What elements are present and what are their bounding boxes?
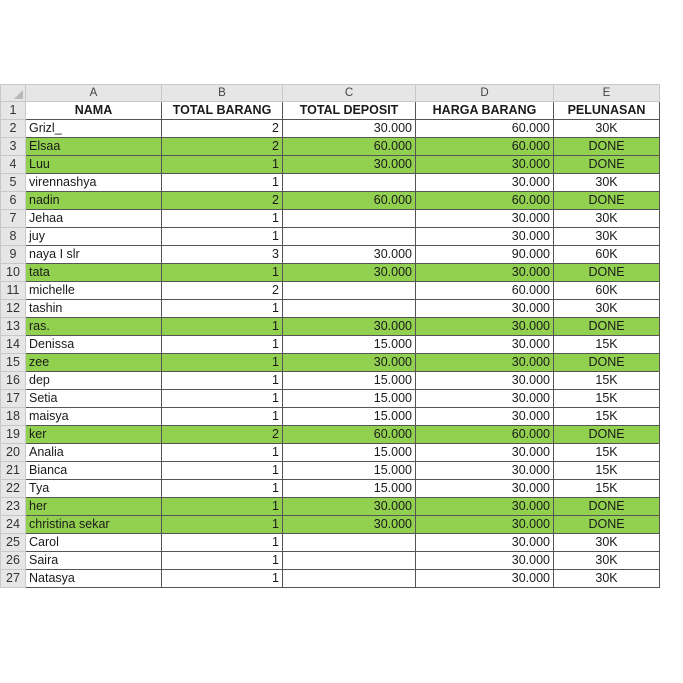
row-header[interactable]: 4 <box>1 156 26 174</box>
cell-total-barang[interactable]: 1 <box>162 300 283 318</box>
table-row <box>1 318 660 336</box>
cell-header-pelunasan[interactable]: PELUNASAN <box>554 102 660 120</box>
cell-total-barang[interactable]: 1 <box>162 174 283 192</box>
column-header-row <box>1 85 660 102</box>
cell-harga-barang[interactable]: 30.000 <box>416 408 554 426</box>
cell-nama[interactable]: tashin <box>26 300 162 318</box>
cell-pelunasan[interactable]: 60K <box>554 282 660 300</box>
table-row <box>1 192 660 210</box>
cell-total-deposit[interactable]: 30.000 <box>283 246 416 264</box>
cell-total-deposit[interactable]: 60.000 <box>283 138 416 156</box>
table-row <box>1 282 660 300</box>
table-row <box>1 138 660 156</box>
cell-nama[interactable]: naya I slr <box>26 246 162 264</box>
cell-total-barang[interactable]: 1 <box>162 372 283 390</box>
spreadsheet <box>0 84 660 588</box>
cell-total-barang[interactable]: 2 <box>162 282 283 300</box>
cell-pelunasan[interactable]: 30K <box>554 210 660 228</box>
table-row <box>1 336 660 354</box>
cell-nama[interactable]: Analia <box>26 444 162 462</box>
table-row <box>1 246 660 264</box>
cell-harga-barang[interactable]: 90.000 <box>416 246 554 264</box>
cell-harga-barang[interactable]: 30.000 <box>416 570 554 588</box>
cell-total-barang[interactable]: 3 <box>162 246 283 264</box>
cell-harga-barang[interactable]: 30.000 <box>416 498 554 516</box>
cell-pelunasan[interactable]: DONE <box>554 264 660 282</box>
row-header[interactable]: 22 <box>1 480 26 498</box>
cell-total-barang[interactable]: 1 <box>162 408 283 426</box>
cell-pelunasan[interactable]: 15K <box>554 336 660 354</box>
cell-total-barang[interactable]: 1 <box>162 318 283 336</box>
cell-pelunasan[interactable]: DONE <box>554 138 660 156</box>
cell-pelunasan[interactable]: 30K <box>554 174 660 192</box>
cell-total-deposit[interactable]: 15.000 <box>283 390 416 408</box>
cell-total-barang[interactable]: 1 <box>162 498 283 516</box>
table-row <box>1 372 660 390</box>
cell-nama[interactable]: ras. <box>26 318 162 336</box>
cell-nama[interactable]: Natasya <box>26 570 162 588</box>
row-header[interactable]: 20 <box>1 444 26 462</box>
cell-total-barang[interactable]: 1 <box>162 534 283 552</box>
row-header[interactable]: 9 <box>1 246 26 264</box>
cell-total-deposit[interactable] <box>283 282 416 300</box>
row-header[interactable]: 27 <box>1 570 26 588</box>
cell-harga-barang[interactable]: 30.000 <box>416 336 554 354</box>
cell-harga-barang[interactable]: 30.000 <box>416 516 554 534</box>
cell-nama[interactable]: Setia <box>26 390 162 408</box>
cell-header-harga-barang[interactable]: HARGA BARANG <box>416 102 554 120</box>
cell-total-barang[interactable]: 1 <box>162 336 283 354</box>
cell-header-nama[interactable]: NAMA <box>26 102 162 120</box>
cell-pelunasan[interactable]: DONE <box>554 192 660 210</box>
cell-nama[interactable]: virennashya <box>26 174 162 192</box>
cell-total-barang[interactable]: 1 <box>162 210 283 228</box>
cell-nama[interactable]: dep <box>26 372 162 390</box>
cell-pelunasan[interactable]: DONE <box>554 318 660 336</box>
cell-pelunasan[interactable]: 30K <box>554 552 660 570</box>
row-header[interactable]: 23 <box>1 498 26 516</box>
table-row <box>1 462 660 480</box>
cell-total-barang[interactable]: 2 <box>162 120 283 138</box>
cell-harga-barang[interactable]: 30.000 <box>416 228 554 246</box>
cell-nama[interactable]: ker <box>26 426 162 444</box>
row-header[interactable]: 13 <box>1 318 26 336</box>
row-header[interactable]: 14 <box>1 336 26 354</box>
cell-nama[interactable]: zee <box>26 354 162 372</box>
spreadsheet-grid <box>0 84 660 588</box>
cell-nama[interactable]: christina sekar <box>26 516 162 534</box>
row-header[interactable]: 25 <box>1 534 26 552</box>
cell-nama[interactable]: Luu <box>26 156 162 174</box>
table-row <box>1 516 660 534</box>
cell-nama[interactable]: her <box>26 498 162 516</box>
row-header[interactable]: 10 <box>1 264 26 282</box>
cell-pelunasan[interactable]: 30K <box>554 534 660 552</box>
cell-nama[interactable]: Grizl_ <box>26 120 162 138</box>
table-row <box>1 120 660 138</box>
cell-pelunasan[interactable]: DONE <box>554 156 660 174</box>
cell-pelunasan[interactable]: 15K <box>554 390 660 408</box>
cell-total-barang[interactable]: 1 <box>162 444 283 462</box>
cell-total-deposit[interactable]: 30.000 <box>283 354 416 372</box>
cell-harga-barang[interactable]: 60.000 <box>416 192 554 210</box>
cell-harga-barang[interactable]: 60.000 <box>416 426 554 444</box>
cell-nama[interactable]: Jehaa <box>26 210 162 228</box>
cell-harga-barang[interactable]: 60.000 <box>416 282 554 300</box>
cell-pelunasan[interactable]: 15K <box>554 372 660 390</box>
cell-harga-barang[interactable]: 30.000 <box>416 300 554 318</box>
cell-total-barang[interactable]: 2 <box>162 138 283 156</box>
cell-harga-barang[interactable]: 60.000 <box>416 120 554 138</box>
row-header[interactable]: 21 <box>1 462 26 480</box>
row-header[interactable]: 2 <box>1 120 26 138</box>
cell-harga-barang[interactable]: 30.000 <box>416 552 554 570</box>
cell-nama[interactable]: Carol <box>26 534 162 552</box>
cell-total-deposit[interactable]: 30.000 <box>283 318 416 336</box>
cell-total-deposit[interactable]: 30.000 <box>283 516 416 534</box>
cell-pelunasan[interactable]: 30K <box>554 228 660 246</box>
cell-total-deposit[interactable] <box>283 534 416 552</box>
cell-pelunasan[interactable]: 15K <box>554 444 660 462</box>
cell-nama[interactable]: Bianca <box>26 462 162 480</box>
cell-nama[interactable]: Tya <box>26 480 162 498</box>
cell-nama[interactable]: maisya <box>26 408 162 426</box>
table-row <box>1 354 660 372</box>
cell-harga-barang[interactable]: 30.000 <box>416 480 554 498</box>
cell-pelunasan[interactable]: DONE <box>554 426 660 444</box>
table-row <box>1 426 660 444</box>
cell-total-deposit[interactable] <box>283 300 416 318</box>
row-header[interactable]: 3 <box>1 138 26 156</box>
cell-nama[interactable]: Saira <box>26 552 162 570</box>
cell-pelunasan[interactable]: DONE <box>554 498 660 516</box>
cell-total-deposit[interactable]: 15.000 <box>283 336 416 354</box>
row-header[interactable]: 16 <box>1 372 26 390</box>
table-row <box>1 570 660 588</box>
cell-total-barang[interactable]: 1 <box>162 480 283 498</box>
cell-pelunasan[interactable]: 30K <box>554 300 660 318</box>
cell-harga-barang[interactable]: 30.000 <box>416 354 554 372</box>
cell-total-deposit[interactable]: 30.000 <box>283 498 416 516</box>
cell-nama[interactable]: juy <box>26 228 162 246</box>
row-header[interactable]: 5 <box>1 174 26 192</box>
table-row <box>1 390 660 408</box>
cell-pelunasan[interactable]: 15K <box>554 480 660 498</box>
column-header-c[interactable]: C <box>283 85 416 102</box>
cell-nama[interactable]: nadin <box>26 192 162 210</box>
cell-total-deposit[interactable]: 30.000 <box>283 264 416 282</box>
row-header[interactable]: 17 <box>1 390 26 408</box>
row-header[interactable]: 1 <box>1 102 26 120</box>
column-header-a[interactable]: A <box>26 85 162 102</box>
row-header[interactable]: 8 <box>1 228 26 246</box>
cell-harga-barang[interactable]: 30.000 <box>416 390 554 408</box>
cell-total-deposit[interactable]: 15.000 <box>283 372 416 390</box>
column-header-b[interactable]: B <box>162 85 283 102</box>
cell-pelunasan[interactable]: 15K <box>554 408 660 426</box>
cell-total-deposit[interactable]: 60.000 <box>283 426 416 444</box>
row-header[interactable]: 11 <box>1 282 26 300</box>
select-all-corner[interactable] <box>1 85 26 102</box>
cell-total-barang[interactable]: 1 <box>162 264 283 282</box>
cell-total-barang[interactable]: 1 <box>162 552 283 570</box>
table-row <box>1 498 660 516</box>
cell-total-barang[interactable]: 1 <box>162 156 283 174</box>
cell-pelunasan[interactable]: 15K <box>554 462 660 480</box>
cell-total-deposit[interactable]: 30.000 <box>283 120 416 138</box>
cell-harga-barang[interactable]: 30.000 <box>416 534 554 552</box>
cell-total-deposit[interactable]: 15.000 <box>283 408 416 426</box>
row-header[interactable]: 7 <box>1 210 26 228</box>
row-header[interactable]: 15 <box>1 354 26 372</box>
cell-harga-barang[interactable]: 30.000 <box>416 174 554 192</box>
cell-pelunasan[interactable]: DONE <box>554 354 660 372</box>
table-row <box>1 264 660 282</box>
cell-harga-barang[interactable]: 30.000 <box>416 210 554 228</box>
table-row <box>1 228 660 246</box>
cell-total-barang[interactable]: 1 <box>162 354 283 372</box>
cell-total-deposit[interactable] <box>283 174 416 192</box>
table-row <box>1 408 660 426</box>
cell-total-deposit[interactable] <box>283 570 416 588</box>
cell-total-barang[interactable]: 2 <box>162 192 283 210</box>
cell-pelunasan[interactable]: 30K <box>554 120 660 138</box>
cell-total-deposit[interactable]: 15.000 <box>283 444 416 462</box>
cell-pelunasan[interactable]: 30K <box>554 570 660 588</box>
cell-pelunasan[interactable]: 60K <box>554 246 660 264</box>
table-row <box>1 174 660 192</box>
cell-total-barang[interactable]: 1 <box>162 390 283 408</box>
cell-nama[interactable]: tata <box>26 264 162 282</box>
row-header[interactable]: 18 <box>1 408 26 426</box>
row-header[interactable]: 26 <box>1 552 26 570</box>
cell-pelunasan[interactable]: DONE <box>554 516 660 534</box>
cell-nama[interactable]: Elsaa <box>26 138 162 156</box>
cell-harga-barang[interactable]: 30.000 <box>416 444 554 462</box>
cell-nama[interactable]: michelle <box>26 282 162 300</box>
cell-harga-barang[interactable]: 30.000 <box>416 372 554 390</box>
cell-total-deposit[interactable]: 15.000 <box>283 462 416 480</box>
row-header[interactable]: 6 <box>1 192 26 210</box>
table-row <box>1 210 660 228</box>
row-header[interactable]: 19 <box>1 426 26 444</box>
cell-total-deposit[interactable] <box>283 210 416 228</box>
row-header[interactable]: 24 <box>1 516 26 534</box>
column-header-d[interactable]: D <box>416 85 554 102</box>
cell-total-deposit[interactable]: 15.000 <box>283 480 416 498</box>
table-row <box>1 156 660 174</box>
table-row <box>1 444 660 462</box>
cell-header-total-deposit[interactable]: TOTAL DEPOSIT <box>283 102 416 120</box>
row-header[interactable]: 12 <box>1 300 26 318</box>
cell-harga-barang[interactable]: 30.000 <box>416 264 554 282</box>
cell-total-deposit[interactable] <box>283 228 416 246</box>
cell-nama[interactable]: Denissa <box>26 336 162 354</box>
cell-harga-barang[interactable]: 60.000 <box>416 138 554 156</box>
table-row <box>1 552 660 570</box>
cell-total-barang[interactable]: 2 <box>162 426 283 444</box>
cell-total-deposit[interactable]: 30.000 <box>283 156 416 174</box>
cell-total-deposit[interactable] <box>283 552 416 570</box>
cell-harga-barang[interactable]: 30.000 <box>416 318 554 336</box>
cell-total-barang[interactable]: 1 <box>162 570 283 588</box>
cell-total-deposit[interactable]: 60.000 <box>283 192 416 210</box>
column-header-e[interactable]: E <box>554 85 660 102</box>
cell-harga-barang[interactable]: 30.000 <box>416 156 554 174</box>
table-row <box>1 480 660 498</box>
cell-harga-barang[interactable]: 30.000 <box>416 462 554 480</box>
cell-total-barang[interactable]: 1 <box>162 228 283 246</box>
table-row <box>1 300 660 318</box>
cell-header-total-barang[interactable]: TOTAL BARANG <box>162 102 283 120</box>
header-row <box>1 102 660 120</box>
table-row <box>1 534 660 552</box>
cell-total-barang[interactable]: 1 <box>162 462 283 480</box>
cell-total-barang[interactable]: 1 <box>162 516 283 534</box>
